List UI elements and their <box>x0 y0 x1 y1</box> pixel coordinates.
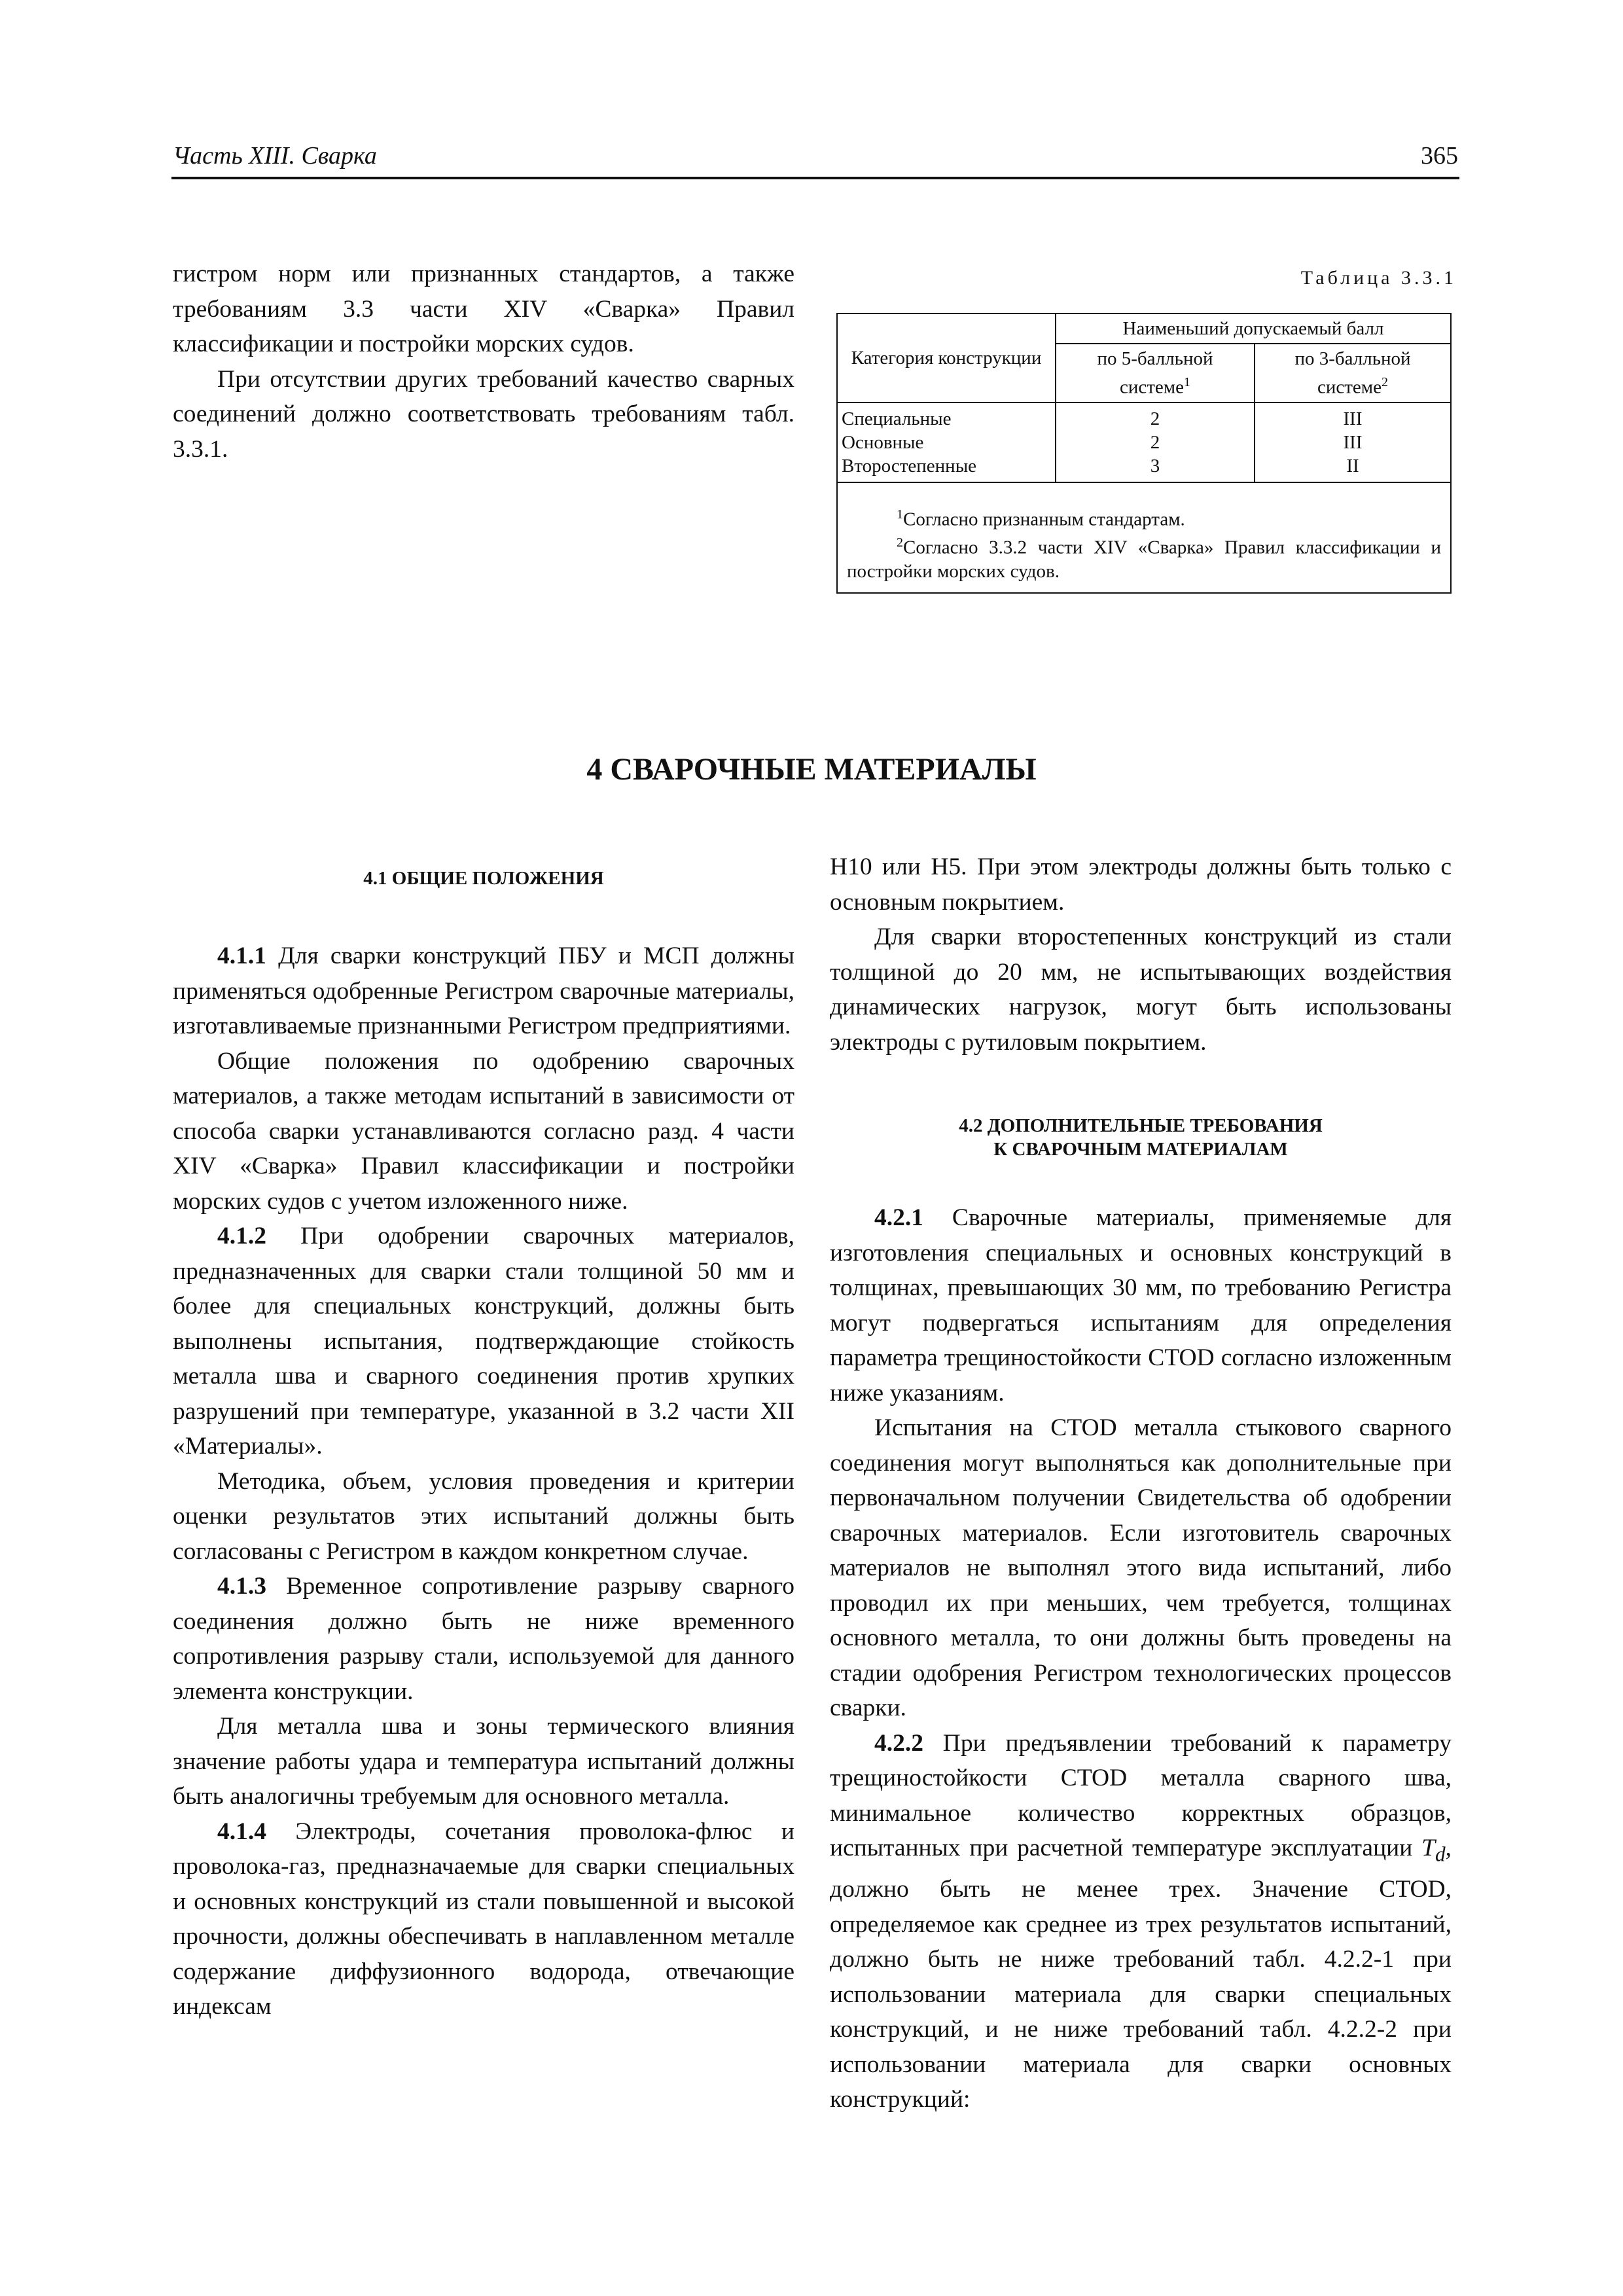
score3-cell: III III II <box>1255 403 1451 482</box>
table-body <box>837 403 1451 482</box>
table-caption: Таблица 3.3.1 <box>1300 267 1457 289</box>
table-footnotes <box>837 482 1451 593</box>
paragraph: Методика, объем, условия проведения и критерии оценки результатов этих испытаний должны быть согласованы с Регистром в каждом конкретном случае. <box>173 1467 794 1565</box>
running-header: Часть XIII. Сварка <box>173 142 377 170</box>
footnote-1: $^1$Согласно признанным стандартам. <box>897 507 1185 530</box>
paragraph-4-1-2: 4.1.2 При одобрении сварочных материалов, предназначенных для сварки стали толщиной 50 мм и более для специальных конструкций, должны быть выполнены испытания, подтверждающие стойкость металла шва и сварного соединения против хрупких разрушений при температуре, указанной в 3.2 части XII «Материалы». <box>173 1223 794 1460</box>
paragraph-4-2-1: 4.2.1 Сварочные материалы, применяемые для изготовления специальных и основных конструкций в толщинах, превышающих 30 мм, по требованию Регистра могут подвергаться испытаниям для определения параметра трещиностойкости CTOD согласно изложенным ниже указаниям. <box>830 1204 1452 1407</box>
paragraph-4-1-3: 4.1.3 Временное сопротивление разрыву сварного соединения должно быть не ниже временного сопротивления разрыву стали, используемой для данного элемента конструкции. <box>173 1573 794 1705</box>
column-header: по 5-балльной системе$^1$ <box>1056 344 1255 403</box>
column-header: Наименьший допускаемый балл <box>1056 314 1451 344</box>
header-rule <box>171 177 1459 179</box>
paragraph: Для сварки второстепенных конструкций из стали толщиной до 20 мм, не испытывающих воздействия динамических нагрузок, могут быть использованы электроды с рутиловым покрытием. <box>830 924 1452 1056</box>
page-number: 365 <box>1421 142 1458 170</box>
paragraph-4-1-1: 4.1.1 Для сварки конструкций ПБУ и МСП должны применяться одобренные Регистром сварочные материалы, изготавливаемые признанными Регистром предприятиями. <box>173 942 794 1039</box>
footnote-2: $^2$Согласно 3.3.2 части XIV «Сварка» Правил классификации и постройки морских судов. <box>847 535 1441 582</box>
paragraph: Общие положения по одобрению сварочных материалов, а также методам испытаний в зависимости от способа сварки устанавливаются согласно разд. 4 части XIV «Сварка» Правил классификации и постройки морских судов с учетом изложенного ниже. <box>173 1047 794 1215</box>
section-title: 4.2 ДОПОЛНИТЕЛЬНЫЕ ТРЕБОВАНИЯ К СВАРОЧНЫМ МАТЕРИАЛАМ <box>959 1115 1323 1160</box>
paragraph: Испытания на CTOD металла стыкового сварного соединения могут выполняться как дополнительные при первоначальном получении Свидетельства об одобрении сварочных материалов. Если изготовитель сварочных материалов не выполнял этого вида испытаний, либо проводил их при меньших, чем требуется, толщинах основного металла, то они должны быть проведены на стадии одобрения Регистром технологических процессов сварки. <box>830 1414 1452 1721</box>
paragraph-4-1-4: 4.1.4 Электроды, сочетания проволока-флюс и проволока-газ, предназначаемые для сварки специальных и основных конструкций из стали повышенной и высокой прочности, должны обеспечивать в наплавленном металле содержание диффузионного водорода, отвечающие индексам <box>173 1818 794 2020</box>
intro-text <box>173 257 794 467</box>
column-header: по 3-балльной системе$^2$ <box>1255 344 1451 403</box>
section-title: 4.1 ОБЩИЕ ПОЛОЖЕНИЯ <box>363 868 604 889</box>
category-cell: Специальные Основные Второстепенные <box>837 403 1056 482</box>
intro-paragraph: При отсутствии других требований качество сварных соединений должно соответствовать требованиям табл. 3.3.1. <box>173 365 794 463</box>
section-4-1-text <box>173 939 794 2024</box>
paragraph: H10 или H5. При этом электроды должны быть только с основным покрытием. <box>830 853 1452 916</box>
right-column-text <box>830 850 1452 1060</box>
score5-cell: 2 2 3 <box>1056 403 1255 482</box>
section-4-2-text <box>830 1200 1452 2117</box>
intro-paragraph: гистром норм или признанных стандартов, а также требованиям 3.3 части XIV «Сварка» Правил классификации и постройки морских судов. <box>173 260 794 357</box>
chapter-title: 4 СВАРОЧНЫЕ МАТЕРИАЛЫ <box>586 752 1037 787</box>
paragraph: Для металла шва и зоны термического влияния значение работы удара и температура испытаний должны быть аналогичны требуемым для основного металла. <box>173 1713 794 1810</box>
paragraph-4-2-2: 4.2.2 При предъявлении требований к параметру трещиностойкости CTOD металла сварного шва, минимальное количество корректных образцов, испытанных при расчетной температуре эксплуатации $T_d$, должно быть не менее трех. Значение CTOD, определяемое как среднее из трех результатов испытаний, должно быть не ниже требований табл. 4.2.2-1 при использовании материала для сварки специальных конструкций, и не ниже требований табл. 4.2.2-2 при использовании материала для сварки основных конструкций: <box>830 1729 1452 2113</box>
weld-quality-table <box>836 313 1452 594</box>
column-header: Категория конструкции <box>837 314 1056 403</box>
